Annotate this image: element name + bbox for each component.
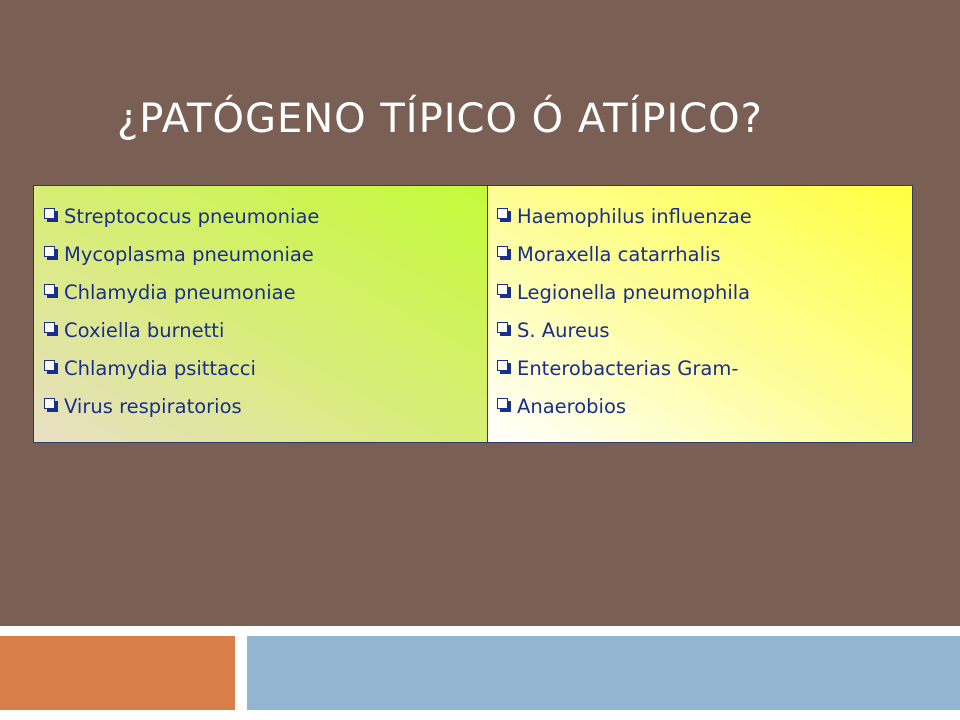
list-item <box>497 349 912 387</box>
slide-title: ¿PATÓGENO TÍPICO Ó ATÍPICO? <box>117 96 763 142</box>
square-bullet-icon <box>497 398 513 414</box>
list-item-label: Moraxella catarrhalis <box>517 242 721 266</box>
square-bullet-icon <box>497 284 513 300</box>
pathogen-table <box>33 185 913 443</box>
square-bullet-icon <box>44 322 60 338</box>
square-bullet-icon <box>44 398 60 414</box>
square-bullet-icon <box>497 322 513 338</box>
list-item <box>497 197 912 235</box>
list-item-label: Haemophilus influenzae <box>517 204 752 228</box>
square-bullet-icon <box>44 208 60 224</box>
square-bullet-icon <box>497 360 513 376</box>
list-item-label: Virus respiratorios <box>64 394 242 418</box>
square-bullet-icon <box>44 246 60 262</box>
list-item-label: Chlamydia pneumoniae <box>64 280 296 304</box>
square-bullet-icon <box>497 246 513 262</box>
square-bullet-icon <box>44 360 60 376</box>
list-item <box>44 387 487 425</box>
footer-blue-block <box>247 636 960 710</box>
list-item <box>44 197 487 235</box>
list-item-label: Chlamydia psittacci <box>64 356 256 380</box>
list-item <box>497 387 912 425</box>
list-item-label: Streptococus pneumoniae <box>64 204 320 228</box>
list-item <box>44 273 487 311</box>
square-bullet-icon <box>44 284 60 300</box>
list-item <box>44 311 487 349</box>
atypical-pathogens-column <box>488 186 912 442</box>
list-item <box>497 273 912 311</box>
square-bullet-icon <box>497 208 513 224</box>
list-item-label: Legionella pneumophila <box>517 280 751 304</box>
list-item-label: Enterobacterias Gram- <box>517 356 739 380</box>
list-item <box>497 311 912 349</box>
list-item-label: Mycoplasma pneumoniae <box>64 242 314 266</box>
typical-pathogens-column <box>34 186 488 442</box>
list-item <box>497 235 912 273</box>
list-item <box>44 349 487 387</box>
list-item-label: S. Aureus <box>517 318 610 342</box>
footer-orange-block <box>0 636 235 710</box>
list-item-label: Coxiella burnetti <box>64 318 225 342</box>
list-item-label: Anaerobios <box>517 394 627 418</box>
list-item <box>44 235 487 273</box>
